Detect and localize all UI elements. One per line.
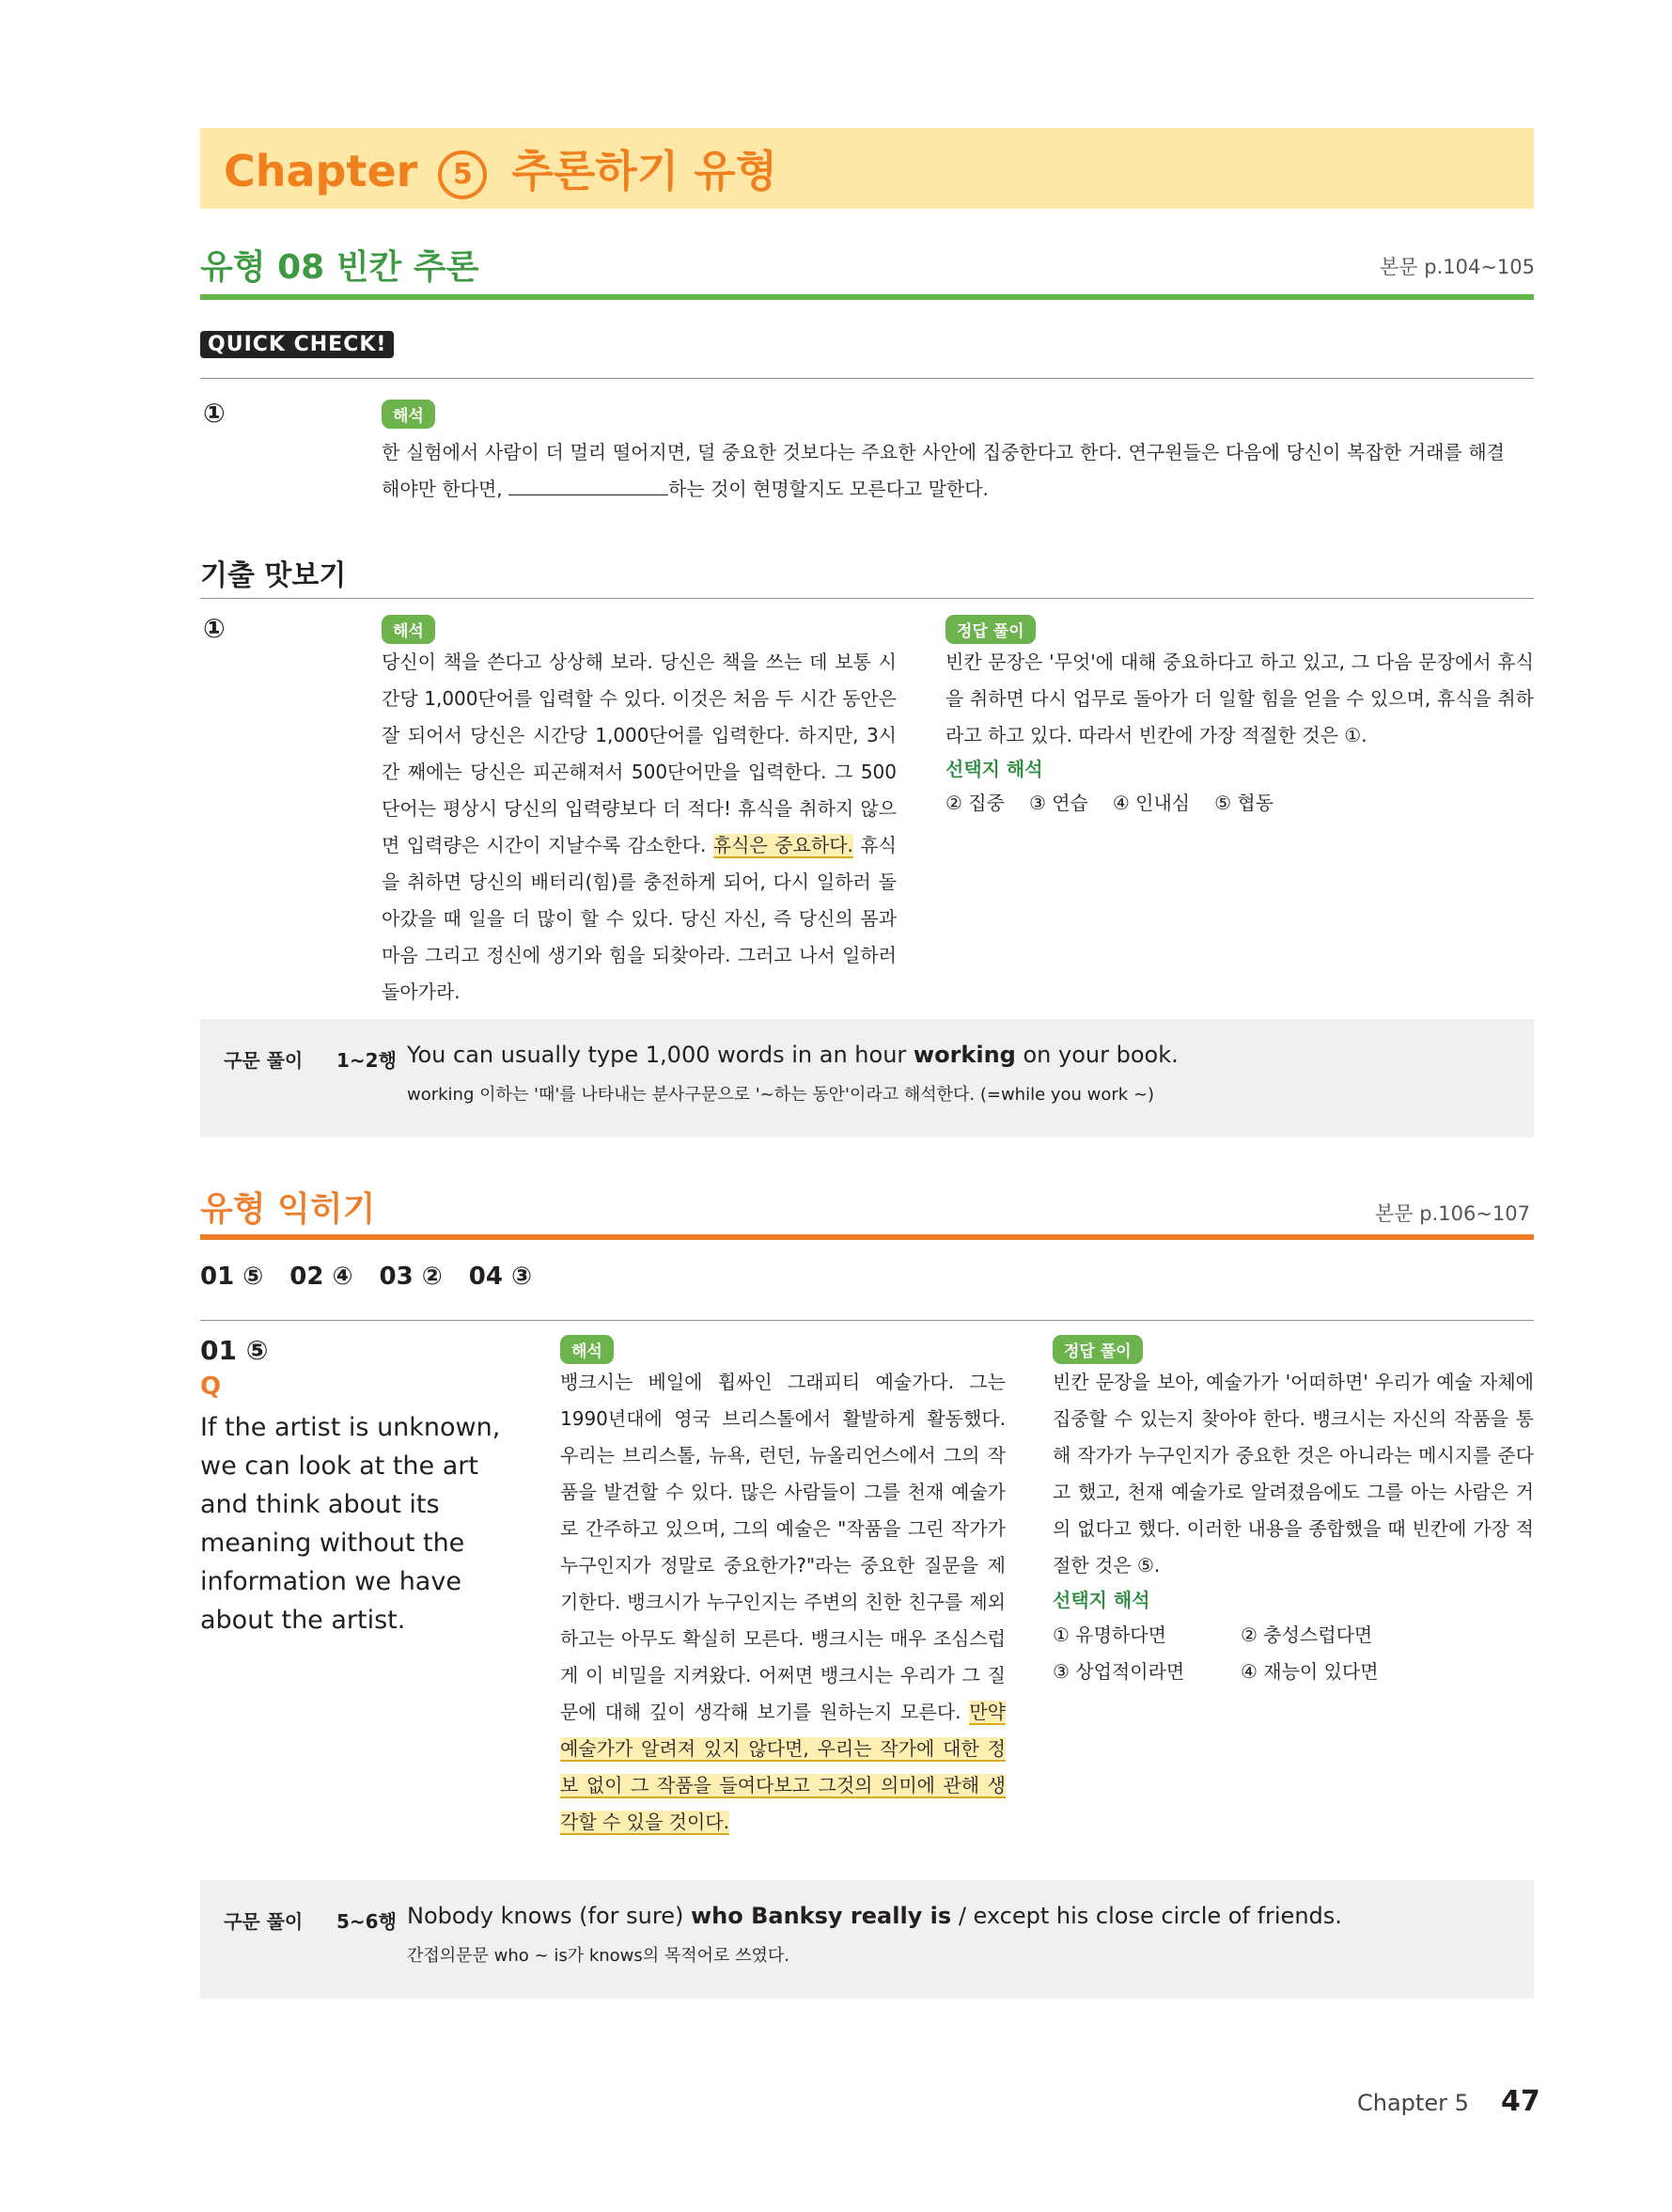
syntax-sentence [407,1903,1342,1929]
divider [200,598,1534,599]
choice-item: ④ 인내심 [1112,792,1191,814]
quick-check-translation-tag [382,400,435,429]
section1-title: 유형 08 빈칸 추론 [200,248,479,287]
highlighted-answer-sentence: 휴식은 중요하다. [712,834,853,856]
quick-check-text-before: 한 실험에서 사람이 더 멀리 떨어지면, 덜 중요한 것보다는 주요한 사안에 집중한다고 한다. 연구원들은 다음에 당신이 복잡한 거래를 해결해야만 한다면, [382,441,1505,500]
syntax-label: 구문 풀이 [224,1049,304,1072]
translation-before: 뱅크시는 베일에 휩싸인 그래피티 예술가다. 그는 1990년대에 영국 브리스톨에서 활발하게 활동했다. 우리는 브리스톨, 뉴욕, 런던, 뉴올리언스에서 그의 작품을 발견할 수 있다. 많은 사람들이 그를 천재 예술가로 간주하고 있으며, 그의 예술은 "작품을 그린 작가가 누구인지가 정말로 중요한가?"라는 중요한 질문을 제기한다. 뱅크시가 누구인지는 주변의 친한 친구를 제외하고는 아무도 확실히 모른다. 뱅크시는 매우 조심스럽게 이 비밀을 지켜왔다. 어쩌면 뱅크시는 우리가 그 질문에 대해 깊이 생각해 보기를 원하는지 모른다. [560,1371,1006,1723]
item01-q-text: If the artist is unknown, we can look at the art and think about its meaning without the information we have about the artist. [200,1413,501,1635]
item01-answer-explanation: 빈칸 문장을 보아, 예술가가 '어떠하면' 우리가 예술 자체에 집중할 수 있는지 찾아야 한다. 뱅크시는 자신의 작품을 통해 작가가 누구인지가 중요한 것은 아니라는 메시지를 준다고 했고, 천재 예술가로 알려졌음에도 그를 아는 사람은 거의 없다고 했다. 이러한 내용을 종합했을 때 빈칸에 가장 적절한 것은 ⑤. [1053,1371,1534,1577]
sentence-after: / except his close circle of friends. [951,1903,1342,1929]
chapter-title [224,137,777,199]
quick-check-item-number: ① [203,398,226,429]
chapter-number-circle: 5 [438,150,487,199]
section1-page-ref: 본문 p.104~105 [1380,256,1536,278]
item01-number: 01 ⑤ [200,1335,269,1366]
item01-choices-label: 선택지 해석 [1053,1589,1150,1611]
syntax-label: 구문 풀이 [224,1910,304,1933]
choice-item: ③ 상업적이라면 [1053,1660,1185,1683]
syntax-box [200,1019,1534,1137]
section1-rule [200,294,1534,300]
syntax-lines: 5~6행 [336,1910,397,1933]
answer-summary-item: 01 ⑤ [200,1263,264,1291]
answer-summary-item: 03 ② [379,1263,443,1291]
sentence-after: on your book. [1015,1042,1179,1068]
sentence-before: Nobody knows (for sure) [407,1903,691,1929]
answer-explanation-tag: 정답 풀이 [1053,1335,1143,1364]
divider [200,1320,1534,1321]
highlighted-answer-sentence: 만약 예술가가 알려져 있지 않다면, 우리는 작가에 대한 정보 없이 그 작품을 들여다보고 그것의 의미에 관해 생각할 수 있을 것이다. [560,1701,1006,1833]
quick-check-text-after: 하는 것이 현명할지도 모른다고 말한다. [668,478,989,500]
sentence-bold: working [913,1042,1016,1068]
item01-choices [1053,1617,1534,1690]
past-exam-answer-explanation: 빈칸 문장은 '무엇'에 대해 중요하다고 하고 있고, 그 다음 문장에서 휴식을 취하면 다시 업무로 돌아가 더 일할 힘을 얻을 수 있으며, 휴식을 취하라고 하고 있다. 따라서 빈칸에 가장 적절한 것은 ①. [945,651,1534,746]
translation-before: 당신이 책을 쓴다고 상상해 보라. 당신은 책을 쓰는 데 보통 시간당 1,000단어를 입력할 수 있다. 이것은 처음 두 시간 동안은 잘 되어서 당신은 시간당 1,000단어를 입력한다. 하지만, 3시간 째에는 당신은 피곤해져서 500단어만을 입력한다. 그 500단어는 평상시 당신의 입력량보다 더 적다! 휴식을 취하지 않으면 입력량은 시간이 지날수록 감소한다. [382,651,897,856]
past-exam-translation-tag-wrap [382,615,435,644]
sentence-before: You can usually type 1,000 words in an hour [407,1042,914,1068]
translation-tag: 해석 [382,615,435,644]
past-exam-choices-label: 선택지 해석 [945,758,1043,780]
answers-summary [200,1263,532,1291]
section2-page-ref: 본문 p.106~107 [1375,1202,1531,1225]
translation-tag: 해석 [560,1335,614,1364]
choice-item: ② 충성스럽다면 [1241,1624,1373,1646]
sentence-bold: who Banksy really is [690,1903,952,1929]
translation-after: 휴식을 취하면 당신의 배터리(힘)를 충전하게 되어, 다시 일하러 돌아갔을 때 일을 더 많이 할 수 있다. 당신 자신, 즉 당신의 몸과 마음 그리고 정신에 생기와 힘을 되찾아라. 그러고 나서 일하러 돌아가라. [382,834,897,1003]
choice-item: ② 집중 [945,792,1005,814]
divider [200,378,1534,379]
answer-explanation-tag: 정답 풀이 [945,615,1036,644]
section2-title: 유형 익히기 [200,1190,376,1229]
syntax-lines: 1~2행 [336,1049,397,1072]
past-exam-answer-tag-wrap [945,615,1036,644]
answer-blank [508,474,668,495]
past-exam-item-number: ① [203,613,226,644]
past-exam-choices [945,785,1534,822]
item01-answer-tag-wrap [1053,1335,1143,1364]
syntax-note: working 이하는 '때'를 나타내는 분사구문으로 '~하는 동안'이라고 해석한다. (=while you work ~) [407,1085,1155,1105]
item01-translation-tag-wrap [560,1335,614,1364]
translation-tag: 해석 [382,400,435,429]
section2-rule [200,1234,1534,1240]
page-number: 47 [1501,2085,1540,2118]
answer-summary-item: 02 ④ [289,1263,353,1291]
past-exam-heading: 기출 맛보기 [200,559,347,592]
choice-item: ⑤ 협동 [1214,792,1274,814]
quick-check-translation [382,434,1505,508]
choice-item: ③ 연습 [1028,792,1088,814]
choice-item: ④ 재능이 있다면 [1241,1660,1379,1683]
chapter-prefix: Chapter [224,146,418,196]
syntax-sentence [407,1042,1179,1068]
past-exam-translation [382,644,897,1011]
answer-summary-item: 04 ③ [468,1263,532,1291]
footer-chapter-label: Chapter 5 [1357,2090,1469,2116]
syntax-note: 간접의문문 who ~ is가 knows의 목적어로 쓰였다. [407,1946,790,1966]
quick-check-badge: QUICK CHECK! [200,331,394,358]
chapter-title-text: 추론하기 유형 [511,146,778,196]
item01-translation [560,1364,1006,1841]
choice-item: ① 유명하다면 [1053,1624,1166,1646]
syntax-box [200,1880,1534,1999]
item01-q-label: Q [200,1373,222,1401]
